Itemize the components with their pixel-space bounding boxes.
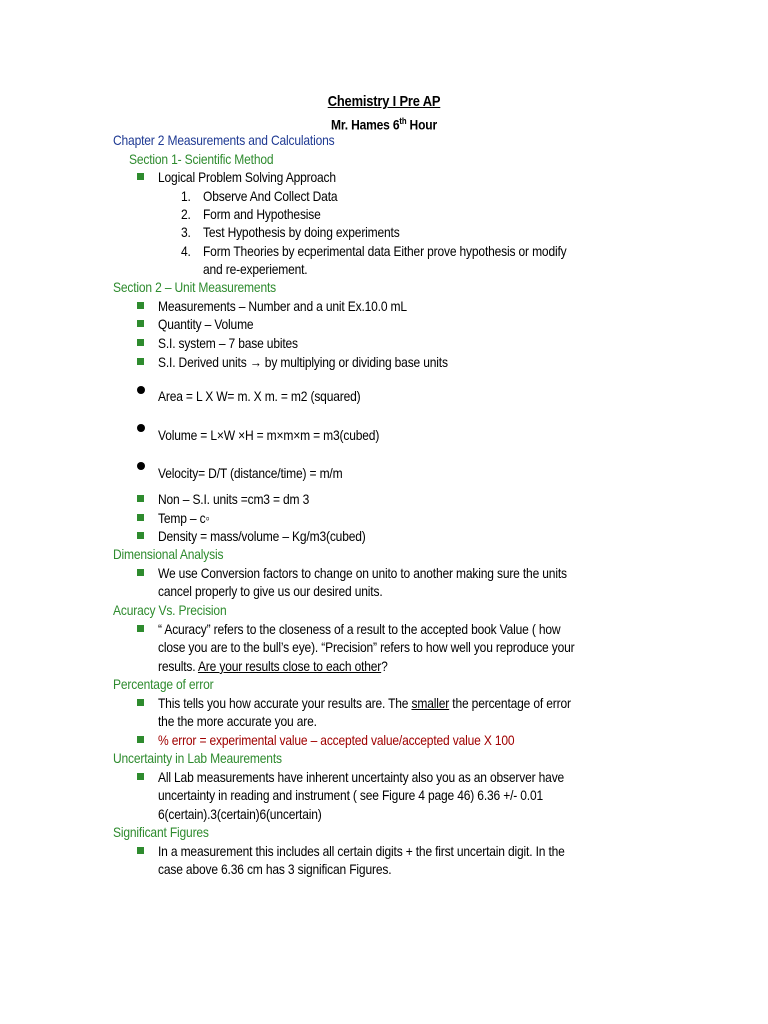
bullet-square-icon <box>137 532 144 539</box>
bullet-square-icon <box>137 495 144 502</box>
step-text: Form and Hypothesise <box>203 206 321 222</box>
sigfigs-text: case above 6.36 cm has 3 significan Figures. <box>158 861 392 877</box>
sigfigs-heading: Significant Figures <box>113 824 209 840</box>
bullet-square-icon <box>137 358 144 365</box>
bullet-square-icon <box>137 302 144 309</box>
sigfigs-text: In a measurement this includes all certain digits + the first uncertain digit. In the <box>158 843 565 859</box>
teacher-tail: Hour <box>406 116 437 133</box>
bullet-dot-icon <box>137 386 145 394</box>
section2-bullet: Temp – c◦ <box>158 510 210 526</box>
dimensional-text: cancel properly to give us our desired units. <box>158 583 383 599</box>
uncertainty-text: uncertainty in reading and instrument ( see Figure 4 page 46) 6.36 +/- 0.01 <box>158 787 543 803</box>
bullet-square-icon <box>137 514 144 521</box>
section2-bullet: S.I. system – 7 base ubites <box>158 335 298 351</box>
teacher-name: Mr. Hames 6 <box>331 116 400 133</box>
step-text: Test Hypothesis by doing experiments <box>203 224 400 240</box>
formula-velocity: Velocity= D/T (distance/time) = m/m <box>158 465 343 481</box>
section2-heading: Section 2 – Unit Measurements <box>113 279 276 295</box>
chapter-heading: Chapter 2 Measurements and Calculations <box>113 132 335 148</box>
section2-bullet: Measurements – Number and a unit Ex.10.0 mL <box>158 298 407 314</box>
bullet-square-icon <box>137 569 144 576</box>
section2-bullet: S.I. Derived units → by multiplying or dividing base units <box>158 354 448 370</box>
accuracy-text <box>158 657 388 675</box>
step-text: Observe And Collect Data <box>203 188 338 204</box>
uncertainty-text: 6(certain).3(certain)6(uncertain) <box>158 806 322 822</box>
bullet-square-icon <box>137 320 144 327</box>
bullet-square-icon <box>137 625 144 632</box>
step-number: 1. <box>181 188 191 204</box>
accuracy-text-pre: results. <box>158 658 198 674</box>
section1-heading: Section 1- Scientific Method <box>129 151 274 167</box>
section1-bullet: Logical Problem Solving Approach <box>158 169 336 185</box>
accuracy-heading: Acuracy Vs. Precision <box>113 602 227 618</box>
bullet-square-icon <box>137 339 144 346</box>
section2-bullet: Density = mass/volume – Kg/m3(cubed) <box>158 528 366 544</box>
accuracy-text: close you are to the bull’s eye). “Precision” refers to how well you reproduce your <box>158 639 575 655</box>
step-number: 4. <box>181 243 191 259</box>
percentage-heading: Percentage of error <box>113 676 214 692</box>
bullet-square-icon <box>137 847 144 854</box>
teacher-sup: th <box>399 116 407 126</box>
step-text: Form Theories by ecperimental data Either prove hypothesis or modify <box>203 243 567 259</box>
percentage-text-underlined: smaller <box>411 695 450 711</box>
formula-area: Area = L X W= m. X m. = m2 (squared) <box>158 388 361 404</box>
uncertainty-text: All Lab measurements have inherent uncertainty also you as an observer have <box>158 769 565 785</box>
section2-bullet: Non – S.I. units =cm3 = dm 3 <box>158 491 310 507</box>
step-text-continued: and re-experiement. <box>203 261 308 277</box>
step-number: 2. <box>181 206 191 222</box>
dimensional-text: We use Conversion factors to change on unito to another making sure the units <box>158 565 567 581</box>
bullet-square-icon <box>137 173 144 180</box>
step-number: 3. <box>181 224 191 240</box>
percentage-text <box>158 694 571 712</box>
bullet-square-icon <box>137 773 144 780</box>
page-title: Chemistry I Pre AP <box>327 93 441 110</box>
bullet-dot-icon <box>137 462 145 470</box>
bullet-square-icon <box>137 699 144 706</box>
formula-volume: Volume = L×W ×H = m×m×m = m3(cubed) <box>158 427 380 443</box>
percentage-text-pre: This tells you how accurate your results are. The <box>158 695 412 711</box>
section2-bullet: Quantity – Volume <box>158 316 254 332</box>
bullet-dot-icon <box>137 424 145 432</box>
percentage-text: the the more accurate you are. <box>158 713 317 729</box>
bullet-square-icon <box>137 736 144 743</box>
dimensional-heading: Dimensional Analysis <box>113 546 224 562</box>
percentage-text-post: the percentage of error <box>449 695 571 711</box>
uncertainty-heading: Uncertainty in Lab Meaurements <box>113 750 282 766</box>
accuracy-text: “ Acuracy” refers to the closeness of a result to the accepted book Value ( how <box>158 621 561 637</box>
accuracy-text-underlined: Are your results close to each other <box>197 658 382 674</box>
percent-error-formula: % error = experimental value – accepted value/accepted value X 100 <box>158 732 515 748</box>
accuracy-text-post: ? <box>381 658 388 674</box>
